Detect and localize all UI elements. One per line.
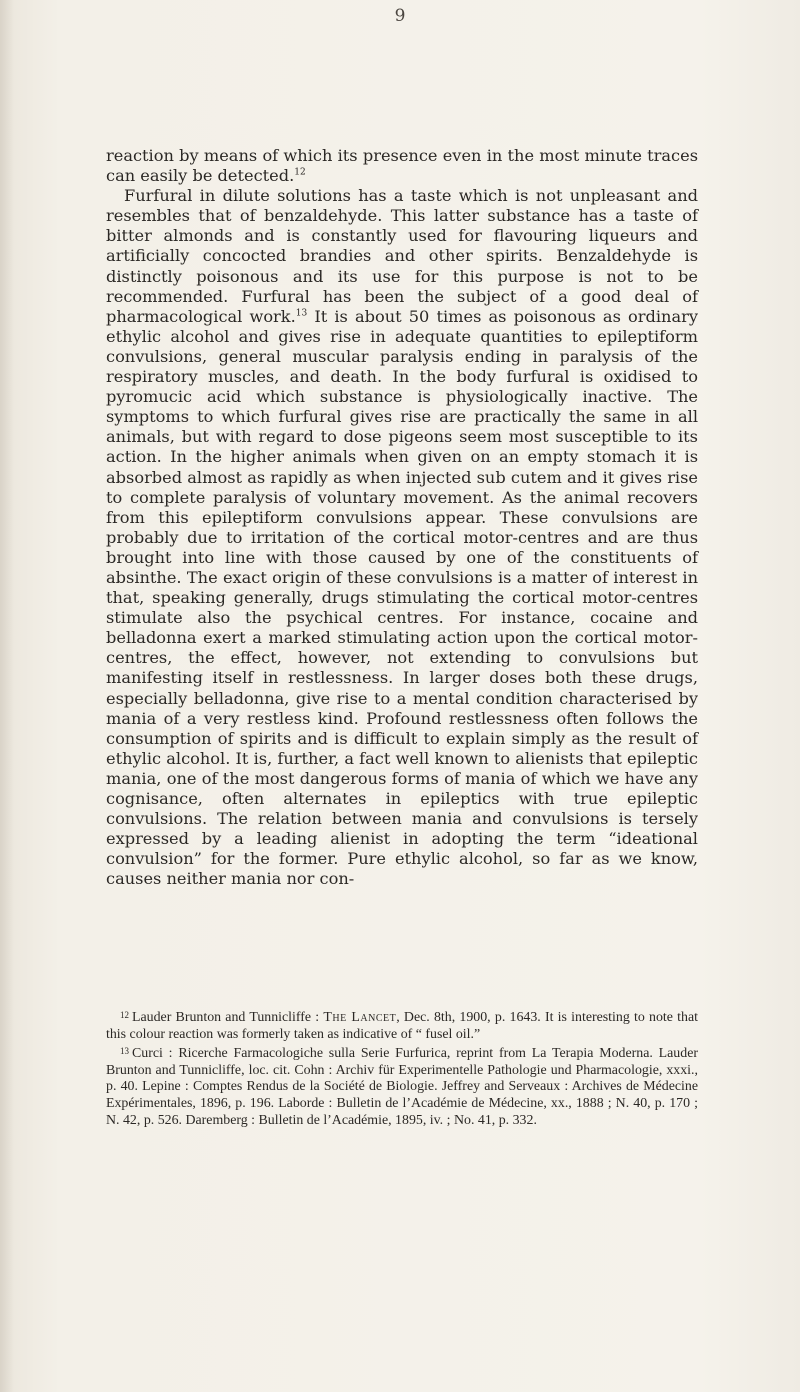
page-gutter-shadow	[0, 0, 14, 1392]
footnotes	[106, 1007, 698, 1129]
paragraph-2-text-b: It is about 50 times as poisonous as ordinary ethylic alcohol and gives rise in adequate quantities to epileptiform convulsions, general muscular paralysis ending in paralysis of the respiratory muscles, and death. In the body furfural is oxidised to pyromucic acid which substance is physiologically inactive. The symptoms to which furfural gives rise are practically the same in all animals, but with regard to dose pigeons seem most susceptible to its action. In the higher animals when given on an empty stomach it is absorbed almost as rapidly as when injected sub cutem and it gives rise to complete paralysis of voluntary movement. As the animal recovers from this epileptiform convulsions appear. These convulsions are probably due to irritation of the cortical motor-centres and are thus brought into line with those caused by one of the constituents of absinthe. The exact origin of these convulsions is a matter of interest in that, speaking generally, drugs stimulating the cortical motor-centres stimulate also the psychical centres. For instance, cocaine and belladonna exert a marked stimulating action upon the cortical motor-centres, the effect, however, not extending to convulsions but manifesting itself in restlessness. In larger doses both these drugs, especially belladonna, give rise to a mental condition characterised by mania of a very restless kind. Profound restlessness often follows the consumption of spirits and is difficult to explain simply as the result of ethylic alcohol. It is, further, a fact well known to alienists that epileptic mania, one of the most dangerous forms of mania of which we have any cognisance, often alternates in epileptics with true epileptic convulsions. The relation between mania and convulsions is tersely expressed by a leading alienist in adopting the term “ideational convulsion” for the former. Pure ethylic alcohol, so far as we know, causes neither mania nor con-	[106, 306, 698, 889]
page-number: 9	[394, 6, 406, 26]
footnote-ref-13: 13	[295, 308, 308, 319]
body-text	[106, 146, 698, 889]
footnote-12-journal: The Lancet	[323, 1010, 397, 1025]
footnote-13-text: Curci : Ricerche Farmacologiche sulla Serie Furfurica, reprint from La Terapia Moderna. Lauder Brunton and Tunnicliffe, loc. cit. Cohn : Archiv für Experimentelle Pathologie und Pharmacologie, xxxi., p. 40. Lepine : Comptes Rendus de la Société de Biologie. Jeffrey and Serveaux : Archives de Médecine Expérimentales, 1896, p. 196. Laborde : Bulletin de l’Académie de Médecine, xx., 1888 ; N. 40, p. 170 ; N. 42, p. 526. Daremberg : Bulletin de l’Académie, 1895, iv. ; No. 41, p. 332.	[106, 1046, 698, 1128]
footnote-12-text-a: Lauder Brunton and Tunnicliffe :	[132, 1010, 324, 1025]
footnote-12-text-b: , Dec. 8th, 1900, p. 1643. It is interesting to note that this colour reaction was formerly taken as indicative of “ fusel oil.”	[106, 1010, 698, 1042]
footnote-13-mark: 13	[120, 1046, 129, 1057]
paragraph-2	[106, 186, 698, 889]
footnote-ref-12: 12	[294, 167, 306, 178]
paragraph-1-text: reaction by means of which its presence even in the most minute traces can easily be detected.	[106, 146, 698, 186]
footnote-12	[106, 1007, 698, 1043]
paragraph-2-text-a: Furfural in dilute solutions has a taste which is not unpleasant and resembles that of benzaldehyde. This latter substance has a taste of bitter almonds and is constantly used for flavouring liqueurs and artificially concocted brandies and other spirits. Benzaldehyde is distinctly poisonous and its use for this purpose is not to be recommended. Furfural has been the subject of a good deal of pharmacological work.	[106, 186, 698, 326]
footnote-13	[106, 1043, 698, 1129]
footnote-12-mark: 12	[120, 1010, 129, 1020]
paragraph-1	[106, 146, 698, 186]
